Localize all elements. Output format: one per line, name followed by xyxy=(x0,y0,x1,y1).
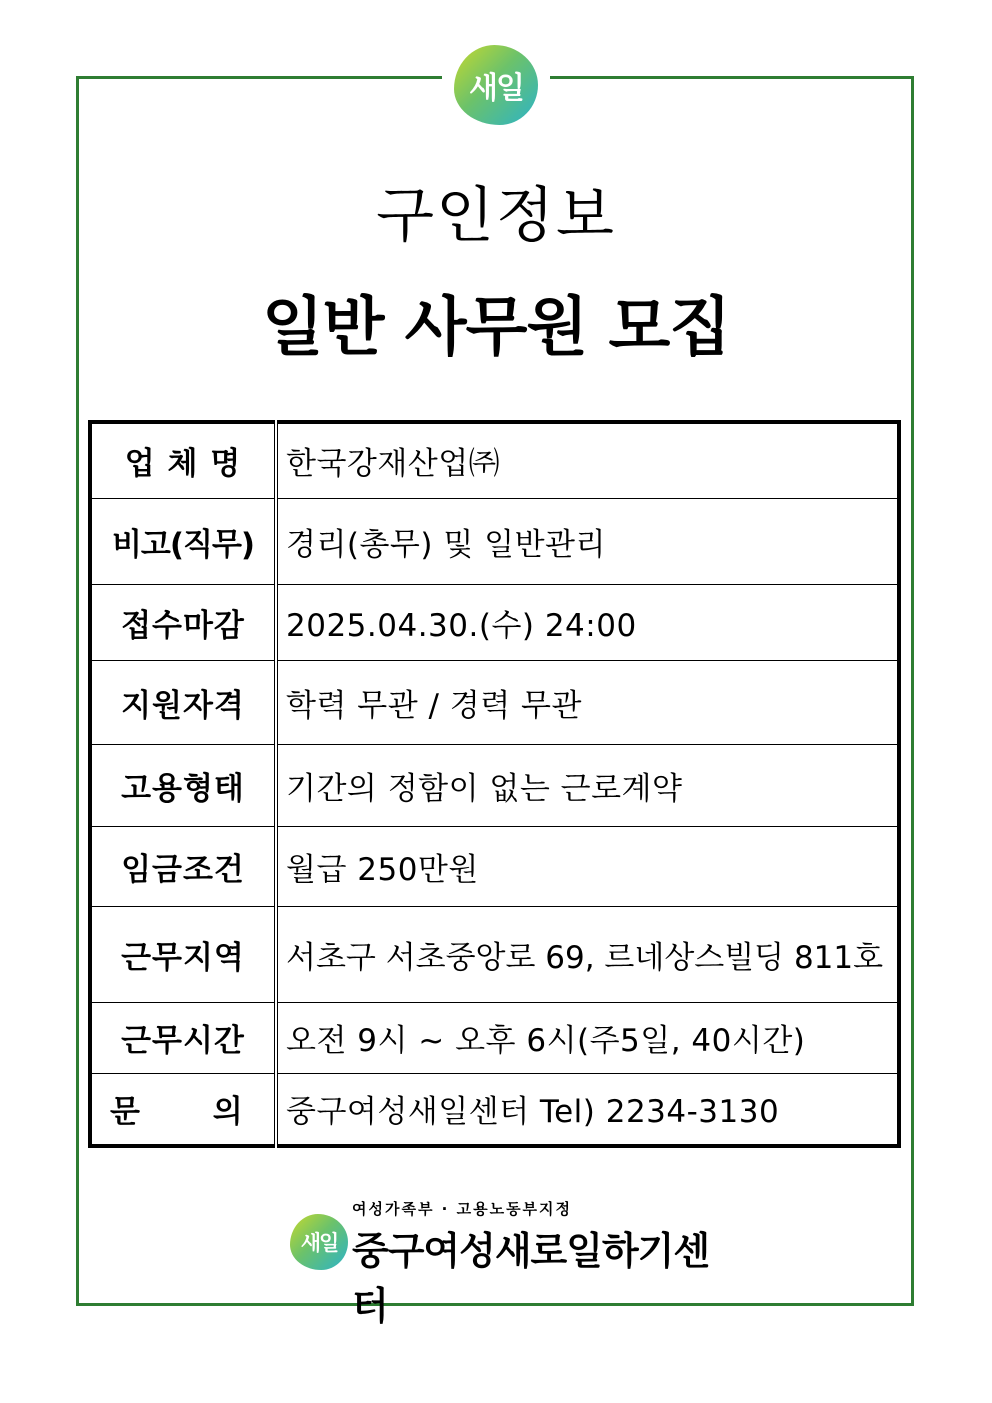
footer-logo-text: 새일 xyxy=(300,1231,338,1255)
table-row xyxy=(90,498,899,584)
table-row xyxy=(90,584,899,660)
job-info-table xyxy=(88,420,901,1148)
row-label: 접수마감 xyxy=(90,584,276,660)
table-row xyxy=(90,422,899,498)
row-value: 서초구 서초중앙로 69, 르네상스빌딩 811호 xyxy=(276,906,899,1002)
table-row xyxy=(90,744,899,826)
table-row xyxy=(90,660,899,744)
row-label: 고용형태 xyxy=(90,744,276,826)
logo-text: 새일 xyxy=(469,71,523,106)
row-value: 기간의 정함이 없는 근로계약 xyxy=(276,744,899,826)
row-label: 업 체 명 xyxy=(90,422,276,498)
top-logo xyxy=(442,40,550,130)
page-title: 일반 사무원 모집 xyxy=(261,291,731,365)
row-label: 문 의 xyxy=(90,1073,276,1146)
saeil-logo-icon xyxy=(454,45,538,125)
row-value: 경리(총무) 및 일반관리 xyxy=(276,498,899,584)
footer-logo-icon xyxy=(290,1214,348,1270)
table-row xyxy=(90,826,899,906)
footer-subtitle: 여성가족부 · 고용노동부지정 xyxy=(352,1200,573,1218)
row-value: 한국강재산업㈜ xyxy=(276,422,899,498)
row-value: 학력 무관 / 경력 무관 xyxy=(276,660,899,744)
row-value: 2025.04.30.(수) 24:00 xyxy=(276,584,899,660)
table-row xyxy=(90,906,899,1002)
table-row xyxy=(90,1002,899,1073)
row-label: 근무지역 xyxy=(90,906,276,1002)
page-subtitle: 구인정보 xyxy=(376,181,616,251)
row-label: 근무시간 xyxy=(90,1002,276,1073)
row-value: 오전 9시 ~ 오후 6시(주5일, 40시간) xyxy=(276,1002,899,1073)
row-value: 중구여성새일센터 Tel) 2234-3130 xyxy=(286,1094,780,1131)
table-row xyxy=(90,1073,899,1146)
footer xyxy=(290,1198,730,1328)
center-name: 중구여성새로일하기센터 xyxy=(352,1229,710,1328)
row-label: 임금조건 xyxy=(90,826,276,906)
row-value: 월급 250만원 xyxy=(276,826,899,906)
row-label: 지원자격 xyxy=(90,660,276,744)
row-label: 비고(직무) xyxy=(90,498,276,584)
